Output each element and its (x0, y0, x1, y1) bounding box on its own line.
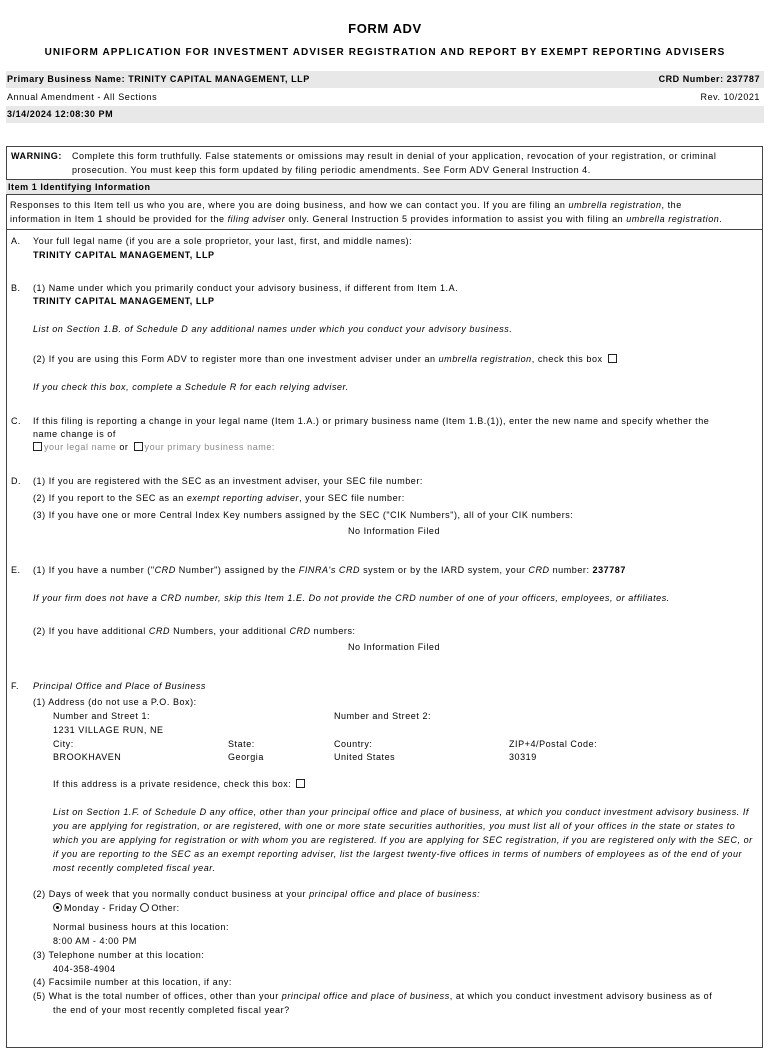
timestamp: 3/14/2024 12:08:30 PM (7, 109, 114, 119)
item1-title: Item 1 Identifying Information (8, 182, 151, 192)
country-label: Country: (334, 739, 373, 749)
additional-crd-no-info: No Information Filed (347, 642, 441, 652)
city-label: City: (53, 739, 74, 749)
section-c-question-2: name change is of (33, 429, 116, 439)
warning-text-2: prosecution. You must keep this form updated by filing periodic amendments. See Form ADV General Instruction 4. (72, 165, 591, 175)
section-e-letter: E. (11, 565, 21, 575)
section-c-letter: C. (11, 416, 22, 426)
business-hours-value: 8:00 AM - 4:00 PM (53, 936, 137, 946)
private-residence-checkbox[interactable] (296, 779, 305, 788)
umbrella-registration-checkbox[interactable] (608, 354, 617, 363)
offices-count-question-1: (5) What is the total number of offices, other than your principal office and place of business, at which you conduct investment advisory business as of (33, 991, 713, 1001)
form-title: FORM ADV (348, 21, 422, 36)
header-band-2 (6, 106, 764, 123)
business-name-change-checkbox[interactable] (134, 442, 143, 451)
item1-intro-line2: information in Item 1 should be provided for the filing adviser only. General Instruction 5 provides information to assist you with filing an umbrella registration. (10, 214, 723, 224)
other-days-radio[interactable] (140, 903, 149, 912)
legal-name-value: TRINITY CAPITAL MANAGEMENT, LLP (33, 250, 215, 260)
country-value: United States (334, 752, 396, 762)
offices-list-note-3: which you are applying for registration or with whom you are registered. If you are applying for SEC registration, if you are registered only with the SEC, or (53, 835, 753, 845)
section-d-question-1: (1) If you are registered with the SEC as an investment adviser, your SEC file number: (33, 476, 423, 486)
section-b-note: List on Section 1.B. of Schedule D any additional names under which you conduct your advisory business. (33, 324, 513, 334)
offices-count-question-2: the end of your most recently completed fiscal year? (53, 1005, 290, 1015)
section-e-question-1: (1) If you have a number ("CRD Number") assigned by the FINRA's CRD system or by the IARD system, your CRD number: 237787 (33, 565, 626, 575)
crd-number: CRD Number: 237787 (658, 74, 760, 84)
state-value: Georgia (228, 752, 264, 762)
telephone-value: 404-358-4904 (53, 964, 116, 974)
primary-business-name: Primary Business Name: TRINITY CAPITAL MANAGEMENT, LLP (7, 74, 310, 84)
telephone-label: (3) Telephone number at this location: (33, 950, 205, 960)
divider (6, 229, 763, 230)
state-label: State: (228, 739, 255, 749)
section-b-letter: B. (11, 283, 21, 293)
form-subtitle: UNIFORM APPLICATION FOR INVESTMENT ADVISER REGISTRATION AND REPORT BY EXEMPT REPORTING ADVISERS (44, 47, 726, 58)
section-e-note: If your firm does not have a CRD number, skip this Item 1.E. Do not provide the CRD number of one of your officers, employees, or affiliates. (33, 593, 670, 603)
business-hours-label: Normal business hours at this location: (53, 922, 230, 932)
section-d-letter: D. (11, 476, 22, 486)
form-revision: Rev. 10/2021 (700, 92, 760, 102)
cik-no-info: No Information Filed (347, 526, 441, 536)
facsimile-label: (4) Facsimile number at this location, if any: (33, 977, 232, 987)
section-b-question-1: (1) Name under which you primarily conduct your advisory business, if different from Item 1.A. (33, 283, 459, 293)
street2-label: Number and Street 2: (334, 711, 432, 721)
legal-name-change-checkbox[interactable] (33, 442, 42, 451)
item1-intro-line1: Responses to this Item tell us who you are, where you are doing business, and how we can contact you. If you are filing an umbrella registration, the (10, 200, 682, 210)
section-d-question-3: (3) If you have one or more Central Index Key numbers assigned by the SEC ("CIK Numbers"), all of your CIK numbers: (33, 510, 574, 520)
city-value: BROOKHAVEN (53, 752, 122, 762)
business-days-options: Monday - Friday Other: (53, 903, 180, 913)
section-a-letter: A. (11, 236, 21, 246)
section-f-letter: F. (11, 681, 20, 691)
section-d-question-2: (2) If you report to the SEC as an exempt reporting adviser, your SEC file number: (33, 493, 405, 503)
offices-list-note-1: List on Section 1.F. of Schedule D any office, other than your principal office and place of business, at which you conduct investment advisory business. If (53, 807, 749, 817)
section-e-question-2: (2) If you have additional CRD Numbers, your additional CRD numbers: (33, 626, 356, 636)
section-a-question: Your full legal name (if you are a sole proprietor, your last, first, and middle names): (33, 236, 413, 246)
private-residence-question: If this address is a private residence, check this box: (53, 779, 307, 789)
divider (6, 194, 763, 195)
business-days-question: (2) Days of week that you normally conduct business at your principal office and place of business: (33, 889, 481, 899)
section-b-question-2: (2) If you are using this Form ADV to register more than one investment adviser under an umbrella registration, check this box (33, 354, 619, 364)
street1-label: Number and Street 1: (53, 711, 151, 721)
offices-list-note-5: most recently completed fiscal year. (53, 863, 216, 873)
business-name-value: TRINITY CAPITAL MANAGEMENT, LLP (33, 296, 215, 306)
crd-number-value: 237787 (592, 565, 626, 575)
zip-label: ZIP+4/Postal Code: (509, 739, 598, 749)
monday-friday-radio[interactable] (53, 903, 62, 912)
offices-list-note-2: you are applying for registration, or are registered, with one or more state securities authorities, you must list all of your offices in the state or states to (53, 821, 736, 831)
amendment-type: Annual Amendment - All Sections (7, 92, 158, 102)
address-question: (1) Address (do not use a P.O. Box): (33, 697, 197, 707)
offices-list-note-4: if you are reporting to the SEC as an exempt reporting adviser, list the largest twenty-five offices in terms of numbers of employees as of the end of your (53, 849, 743, 859)
warning-text-1: Complete this form truthfully. False statements or omissions may result in denial of your application, revocation of your registration, or criminal (72, 151, 717, 161)
section-b-question-2-note: If you check this box, complete a Schedule R for each relying adviser. (33, 382, 349, 392)
section-f-heading: Principal Office and Place of Business (33, 681, 206, 691)
warning-label: WARNING: (11, 151, 62, 161)
street1-value: 1231 VILLAGE RUN, NE (53, 725, 164, 735)
name-change-options: your legal name or your primary business name: (31, 442, 275, 452)
zip-value: 30319 (509, 752, 537, 762)
section-c-question-1: If this filing is reporting a change in your legal name (Item 1.A.) or primary business name (Item 1.B.(1)), enter the new name and specify whether the (33, 416, 710, 426)
